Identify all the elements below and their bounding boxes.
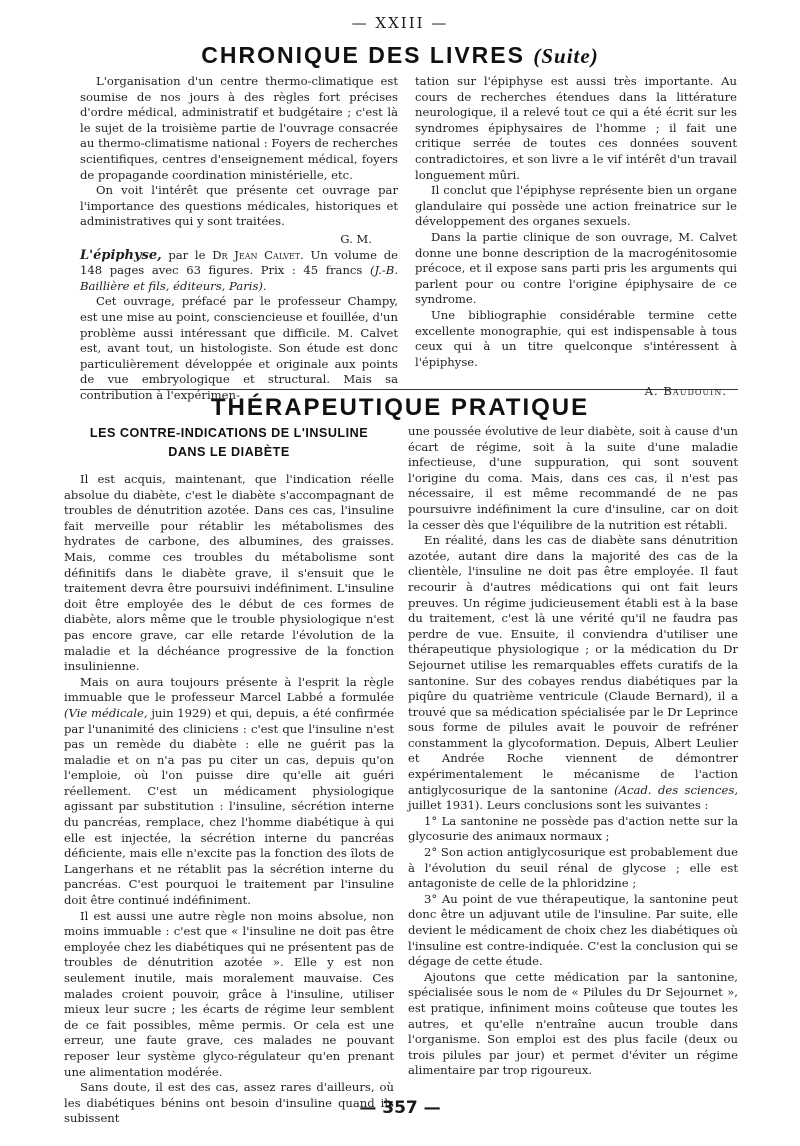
chronique-right-column <box>415 74 737 400</box>
paragraph: Dans la partie clinique de son ouvrage, M. Calvet donne une bonne description de la macrogénitosomie précoce, et il expose sans parti pris les arguments qui parlent pour ou contre l'origine épiphysaire de ce syndrome. <box>415 229 737 307</box>
section-heading <box>0 42 800 69</box>
paragraph: Ajoutons que cette médication par la santonine, spécialisée sous le nom de « Pilules du Dr Sejournet », est pratique, infiniment moins coûteuse que toutes les autres, et qu'elle n'entraîne aucun trouble dans l'organisme. Son emploi est des plus facile (deux ou trois pilules par jour) et permet d'éviter un régime alimentaire par trop rigoureux. <box>408 969 738 1078</box>
paragraph: tation sur l'épiphyse est aussi très importante. Au cours de recherches étendues dans la littérature neurologique, il a relevé tout ce qui a été écrit sur les syndromes épiphysaires de l'homme ; il fait une critique serrée de toutes ces données souvent contradictoires, et son livre a le vif intérêt d'un travail longuement mûri. <box>415 74 737 182</box>
signature: A. Baudouin. <box>644 384 727 399</box>
section-suite: (Suite) <box>533 44 599 68</box>
conclusion-item: 2° Son action antiglycosurique est probablement due à l'évolution du seuil rénal de glycose ; elle est antagoniste de celle de la phloridzine ; <box>408 845 738 891</box>
text-run: juillet 1931). Leurs conclusions sont les suivantes : <box>408 798 709 813</box>
article-title-line-2: DANS LE DIABÈTE <box>168 445 290 459</box>
paragraph: Sans doute, il est des cas, assez rares d'ailleurs, où les diabétiques bénins ont besoin d'insuline quand ils subissent <box>64 1080 394 1126</box>
article-title-line-1: LES CONTRE-INDICATIONS DE L'INSULINE <box>89 426 369 440</box>
text-run: Mais on aura toujours présente à l'esprit la règle immuable que le professeur Marcel Labbé a formulée <box>64 674 394 705</box>
paragraph: Il est acquis, maintenant, que l'indication réelle absolue du diabète, c'est le diabète s'accompagnant de troubles de dénutrition azotée. Dans ces cas, l'insuline fait merveille pour rétablir les métabolismes des hydrates de carbone, des albumines, des graisses. Mais, comme ces troubles du métabolisme sont définitifs dans le diabète grave, il s'ensuit que le traitement devra être poursuivi indéfiniment. L'insuline doit être employée des le début de ces formes de diabète, alors même que le trouble physiologique n'est pas encore grave, car elle retarde l'évolution de la maladie et la déchéance progressive de la fonction insulinienne. <box>64 472 394 674</box>
paragraph: Cet ouvrage, préfacé par le professeur Champy, est une mise au point, consciencieuse et fouillée, d'un problème aussi intéressant que difficile. M. Calvet est, avant tout, un histologiste. Son étude est donc particulièrement développée et originale aux points de vue embryologique et structural. Mais sa contribution à l'expérimen- <box>80 294 398 402</box>
paragraph: Une bibliographie considérable termine cette excellente monographie, qui est indispensable à tous ceux qui à un titre quelconque s'intéressent à l'épiphyse. <box>415 307 737 369</box>
section-title: CHRONIQUE DES LIVRES <box>201 42 525 68</box>
text-run: juin 1929) et qui, depuis, a été confirmée par l'unanimité des cliniciens : c'est que l'insuline n'est pas un remède du diabète : elle ne guérit pas la maladie et on n'a pas pu citer un cas, depuis qu'on l'emploie, où l'on puisse dire qu'elle ait guéri réellement. C'est un médicament physiologique agissant par substitution : l'insuline, sécrétion interne du pancréas, remplace, chez l'homme diabétique à qui elle est injectée, la sécrétion interne du pancréas déficiente, mais elle n'excite pas la fonction des îlots de Langerhans et ne rétablit pas la sécrétion interne du pancréas. C'est pourquoi le traitement par l'insuline doit être continué indéfiniment. <box>64 705 395 908</box>
paragraph <box>408 533 738 814</box>
book-title: L'épiphyse, <box>80 247 162 263</box>
article-title <box>64 424 394 462</box>
paragraph: L'organisation d'un centre thermo-climatique est soumise de nos jours à des règles fort précises d'ordre médical, administratif et budgétaire ; c'est là le sujet de la troisième partie de l'ouvrage consacrée au thermo-climatisme national : Foyers de recherches scientifiques, centres d'enseignement médical, foyers de propagande coordination ministérielle, etc. <box>80 74 398 182</box>
chronique-left-column <box>80 74 398 403</box>
book-author-prefix: par le <box>168 247 206 262</box>
paragraph: Il conclut que l'épiphyse représente bien un organe glandulaire qui possède une action freinatrice sur le développement des organes sexuels. <box>415 183 737 229</box>
paragraph <box>64 675 394 909</box>
book-author: Dr Jean Calvet. <box>212 247 304 262</box>
paragraph: Il est aussi une autre règle non moins absolue, non moins immuable : c'est que « l'insuline ne doit pas être employée chez les diabétiques qui ne présentent pas de troubles de dénutrition azotée ». Elle y est non seulement inutile, mais moralement mauvaise. Ces malades croient pouvoir, grâce à l'insuline, utiliser mieux leur sucre ; les écarts de régime leur semblent de ce fait possibles, même permis. Or cela est une erreur, une faute grave, ces malades ne pouvant reposer leur système glyco-régulateur qu'en prenant une alimentation modérée. <box>64 908 394 1079</box>
therapeutique-left-column <box>64 424 394 1127</box>
therapeutique-title: THÉRAPEUTIQUE PRATIQUE <box>210 394 590 421</box>
book-entry <box>80 248 398 295</box>
citation: (Vie médicale, <box>64 705 148 720</box>
paragraph: On voit l'intérêt que présente cet ouvrage par l'importance des questions médicales, historiques et administratives qui y sont traitées. <box>80 183 398 229</box>
folio: — XXIII — <box>351 14 449 32</box>
conclusion-item: 1° La santonine ne possède pas d'action nette sur la glycosurie des animaux normaux ; <box>408 813 738 844</box>
section-divider <box>80 389 738 390</box>
book-publisher: (J.-B. Baillière et fils, éditeurs, Paris). <box>80 263 399 293</box>
therapeutique-right-column <box>408 424 738 1079</box>
citation: (Acad. des sciences, <box>614 782 739 797</box>
text-run: En réalité, dans les cas de diabète sans dénutrition azotée, autant dire dans la majorité des cas de la clientèle, l'insuline ne doit pas être employée. Il faut recourir à d'autres médications qui ont fait leurs preuves. Un régime judicieusement établi est à la base du traitement, c'est là une vérité qu'il ne faudra pas perdre de vue. Ensuite, il conviendra d'utiliser une thérapeutique physiologique ; or la médication du Dr Sejournet utilise les remarquables effets curatifs de la santonine. Sur des cobayes rendus diabétiques par la piqûre du quatrième ventricule (Claude Bernard), il a trouvé que sa médication spécialisée par le Dr Leprince sous forme de pilules avait le pouvoir de refréner constamment la glycoformation. Depuis, Albert Leulier et Andrée Roche viennent de démontrer expérimentalement le mécanisme de l'action antiglycosurique de la santonine <box>408 533 738 797</box>
page-number: — 357 — <box>359 1098 441 1118</box>
conclusion-item: 3° Au point de vue thérapeutique, la santonine peut donc être un adjuvant utile de l'insuline. Par suite, elle devient le médicament de choix chez les diabétiques où l'insuline est contre-indiquée. C'est la conclusion qui se dégage de cette étude. <box>408 891 738 969</box>
book-details: Un volume de 148 pages avec 63 figures. Prix : 45 francs <box>80 247 399 278</box>
signature: G. M. <box>340 231 372 246</box>
paragraph: une poussée évolutive de leur diabète, soit à cause d'un écart de régime, soit à la suite d'une maladie infectieuse, d'une suppuration, qui sont souvent l'origine du coma. Mais, dans ces cas, il n'est pas nécessaire, il est même recommandé de ne pas poursuivre indéfiniment la cure d'insuline, car on doit la cesser dès que l'équilibre de la nutrition est rétabli. <box>408 424 738 532</box>
